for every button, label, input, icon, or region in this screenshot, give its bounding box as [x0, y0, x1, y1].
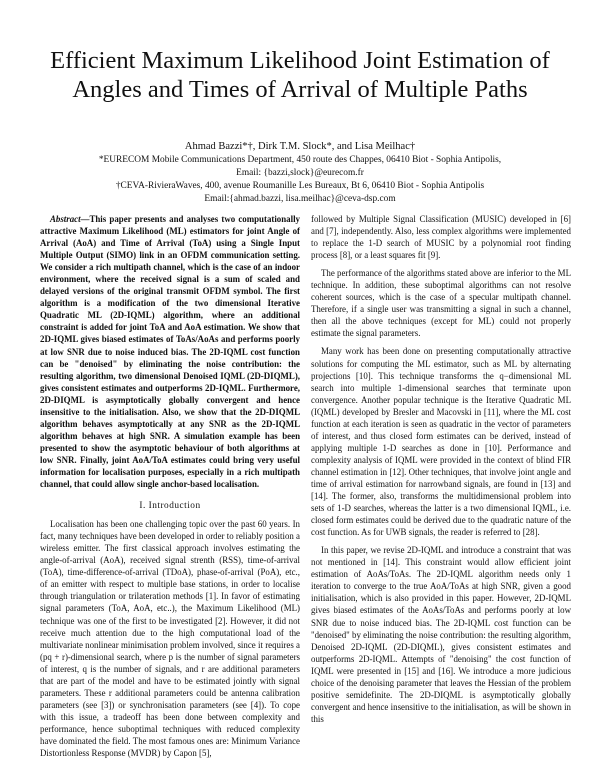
- abstract-text: This paper presents and analyses two computationally attractive Maximum Likelihood (ML) estimators for joint Angle of Arrival (AoA) and Time of Arrival (ToA) using a Single Input Multiple Output (SIMO) link in an OFDM communication setting. We consider a rich multipath channel, which is the case of an indoor environment, where the received signal is a sum of scaled and delayed versions of the original transmit OFDM symbol. The first algorithm is a modification of the two dimensional Iterative Quadratic ML (2D-IQML) algorithm, where an additional constraint is added for joint ToA and AoA estimation. We show that 2D-IQML gives biased estimates of ToAs/AoAs and performs poorly at low SNR due to noise induced bias. The 2D-IQML cost function can be "denoised" by eliminating the noise contribution: the resulting algorithm, two dimensional Denoised IQML (2D-DIQML), gives consistent estimates and outperforms 2D-IQML. Furthermore, 2D-DIQML is asymptotically globally convergent and hence insensitive to the initialisation. Also, we show that the 2D-DIQML algorithm behaves asymptotically at any SNR as the 2D-IQML algorithm behaves at high SNR. A simulation example has been presented to show the asymptotic behaviour of both algorithms at low SNR. Finally, joint AoA/ToA estimates could bring very useful information for localisation purposes, especially in a rich multipath channel, that could allow single anchor-based localisation.: [40, 214, 300, 490]
- email-ceva: Email:{ahmad.bazzi, lisa.meilhac}@ceva-dsp.com: [204, 194, 396, 204]
- author-list: Ahmad Bazzi*†, Dirk T.M. Slock*, and Lisa Meilhac†: [184, 141, 416, 152]
- left-column: [40, 213, 300, 759]
- affiliation-ceva: †CEVA-RivieraWaves, 400, avenue Roumanille Les Bureaux, Bt 6, 06410 Biot - Sophia Antipolis: [115, 181, 485, 191]
- affiliation-eurecom: *EURECOM Mobile Communications Department, 450 route des Chappes, 06410 Biot - Sophia Antipolis,: [98, 155, 502, 165]
- paper-title: Efficient Maximum Likelihood Joint Estimation of Angles and Times of Arrival of Multiple Paths: [50, 47, 550, 103]
- right-paragraph-2: The performance of the algorithms stated above are inferior to the ML technique. In addition, these suboptimal algorithms can not resolve coherent sources, which is the case of a specular multipath channel. Therefore, if a single user was transmitting a signal in such a channel, then all the above techniques (except for ML) could not properly estimate the signal parameters.: [311, 268, 571, 339]
- right-paragraph-1: followed by Multiple Signal Classification (MUSIC) developed in [6] and [7], independently. Also, less complex algorithms were implemented to replace the 1-D search of MUSIC by a polynomial root finding process [8], or a least squares fit [9].: [311, 214, 571, 261]
- right-paragraph-3: Many work has been done on presenting computationally attractive solutions for computing the ML estimator, such as ML by alternating projections [10]. This technique transforms the q−dimensional ML search into multiple 1-dimensional searches that terminate upon convergence. Another popular technique is the Iterative Quadratic ML (IQML) developed by Bresler and Macovski in [11], where the ML cost function at each iteration is seen as quadratic in the vector of parameters of interest, and thus closed form estimates can be derived, instead of applying multiple 1-D searches as done in [10]. Performance and complexity analysis of IQML were provided in the context of blind FIR channel estimation in [12]. Other techniques, that involve joint angle and time of arrival estimation for narrowband signals, are found in [13] and [14]. The former, also, transforms the multidimensional problem into sets of 1-D searches, whereas the latter is a two dimensional IQML, i.e. closed form estimates could be derived due to the quadratic nature of the cost function. As for UWB signals, the reader is referred to [28].: [311, 346, 571, 538]
- abstract: [40, 213, 300, 490]
- intro-paragraph-1: Localisation has been one challenging topic over the past 60 years. In fact, many techniques have been developed in order to reliably position a wireless emitter. The first classical approach involves estimating the angle-of-arrival (AoA), received signal strenth (RSS), time-of-arrival (ToA), time-difference-of-arrival (TDoA), phase-of-arrival (PoA), etc., of an emitter with respect to multiple base stations, in order to localise through triangulation or trilateration methods [1]. In favor of estimating signal parameters (ToA, AoA, etc..), the Maximum Likelihood (ML) technique was one of the first to be investigated [2]. However, it did not receive much attention due to the high computational load of the multivariate nonlinear minimisation problem involved, since it requires a (pq + r)-dimensional search, where p is the number of signal parameters of interest, q is the number of signals, and r are additional parameters that are part of the model and have to be estimated jointly with signal parameters. These r additional parameters could be antenna calibration parameters (see [3]) or synchronisation parameters (see [4]). To cope with this issue, a tradeoff has been done between complexity and performance, hence suboptimal techniques with reduced complexity have dominated the field. The most famous ones are: Minimum Variance Distortionless Response (MVDR) by Capon [5],: [40, 519, 300, 759]
- section-heading-introduction: I. Introduction: [139, 501, 201, 512]
- right-paragraph-4: In this paper, we revise 2D-IQML and introduce a constraint that was not mentioned in [14]. This constraint would allow efficient joint estimation of AoAs/ToAs. The 2D-IQML algorithm needs only 1 iteration to converge to the true AoA/ToAs at high SNR, given a good initialisation, which is also provided in this paper. However, 2D-IQML gives biased estimates of the AoAs/ToAs and performs poorly at low SNR due to noise induced bias. The 2D-IQML cost function can be "denoised" by eliminating the noise contribution: the resulting algorithm, Denoised 2D-IQML (2D-DIQML), gives consistent estimates and outperforms 2D-IQML. Attempts of "denoising" the cost function of IQML were presented in [15] and [16]. We introduce a more judicious choice of the denoising parameter that leaves the Hessian of the problem positive semidefinite. The 2D-DIQML is asymptotically globally convergent and hence insensitive to the initialisation, as will be shown in this: [311, 545, 571, 724]
- email-eurecom: Email: {bazzi,slock}@eurecom.fr: [236, 168, 364, 178]
- abstract-label: Abstract—: [50, 214, 90, 224]
- right-column: [311, 213, 571, 725]
